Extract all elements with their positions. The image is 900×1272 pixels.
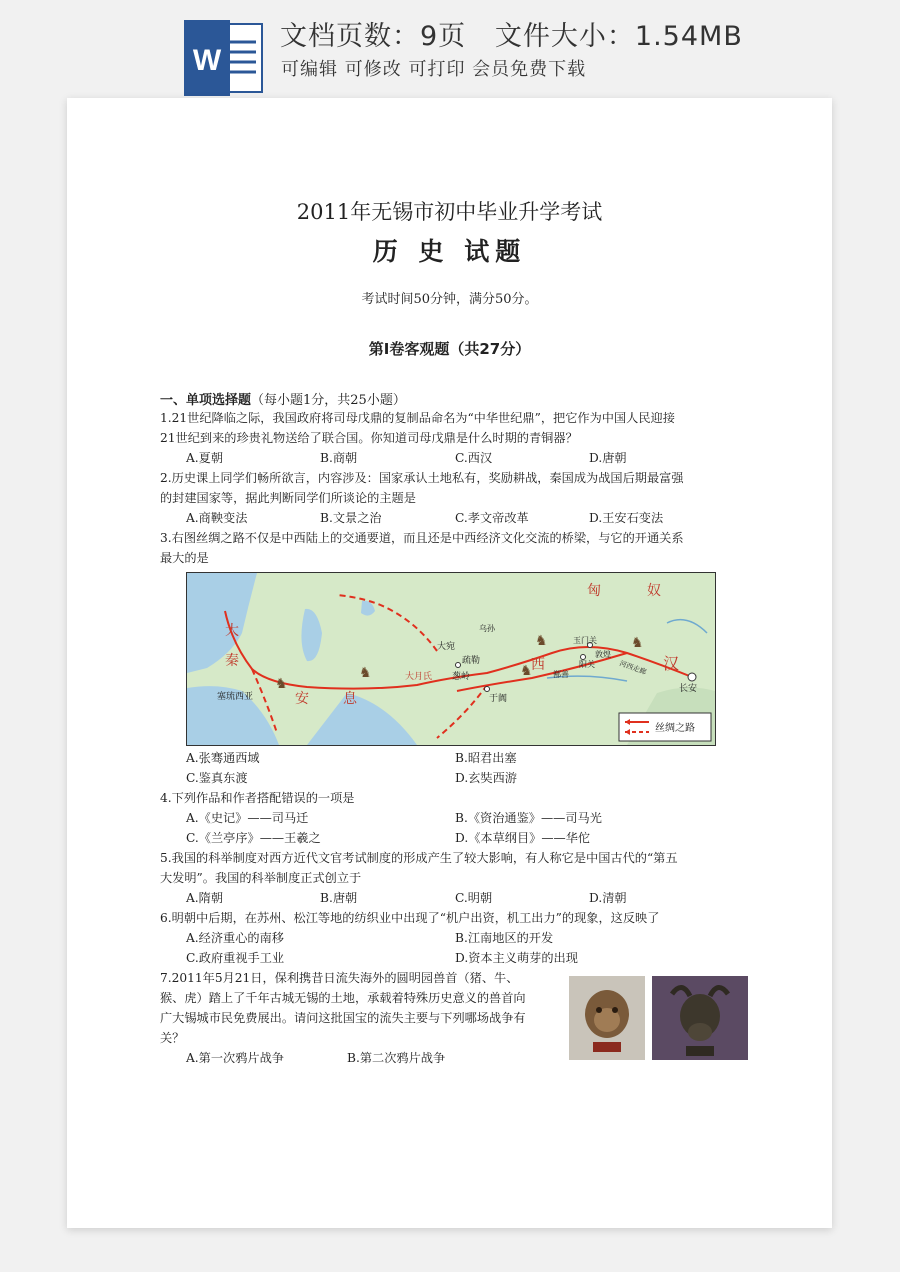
map-label-anxi: 安 (295, 691, 309, 707)
silk-road-northern-route (337, 595, 437, 651)
q1-option-a: A.夏朝 (186, 451, 224, 465)
q6-stem-line1: 6.明朝中后期，在苏州、松江等地的纺织业中出现了“机户出资，机工出力”的现象，这反映了 (160, 911, 660, 925)
q7-stem-line4: 关？ (160, 1031, 185, 1045)
q4-option-a: A.《史记》——司马迁 (186, 811, 309, 825)
map-label-changan: 长安 (679, 684, 698, 694)
q5-option-b: B.唐朝 (320, 891, 358, 905)
map-label-dunhuang: 敦煌 (595, 650, 611, 659)
camel-icon: ♞ (535, 633, 548, 649)
silk-road-sea-route (437, 685, 487, 738)
map-legend (619, 713, 711, 741)
q5-option-c: C.明朝 (455, 891, 493, 905)
q5-stem-line2: 大发明”。我国的科举制度正式创立于 (160, 871, 362, 885)
q1-option-b: B.商朝 (320, 451, 358, 465)
map-label-congling: 葱岭 (452, 672, 471, 682)
q4-option-c: C.《兰亭序》——王羲之 (186, 831, 321, 845)
map-legend-label: 丝绸之路 (655, 723, 695, 734)
map-label-yangguan: 阳关 (579, 660, 595, 669)
document-info-banner (0, 0, 900, 100)
camel-icon: ♞ (275, 676, 288, 692)
document-page (67, 98, 832, 1228)
silk-road-map-graphic (187, 573, 715, 745)
q4-option-b: B.《资治通鉴》——司马光 (455, 811, 602, 825)
q2-option-a: A.商鞅变法 (186, 511, 248, 525)
yutian-marker (485, 687, 490, 692)
q4-stem-line1: 4.下列作品和作者搭配错误的一项是 (160, 791, 355, 805)
word-document-icon (184, 20, 265, 96)
svg-text:W: W (192, 44, 222, 77)
q2-option-c: C.孝文帝改革 (455, 511, 529, 525)
exam-title: 2011年无锡市初中毕业升学考试 (296, 200, 603, 224)
ox-head-bronze-photo (652, 976, 748, 1060)
exam-note: 考试时间50分钟，满分50分。 (361, 292, 538, 307)
q6-option-a: A.经济重心的南移 (186, 931, 284, 945)
q7-option-a: A.第一次鸦片战争 (186, 1051, 284, 1065)
map-label-xiongnu: 奴 (647, 583, 661, 599)
q7-stem-line3: 广大锡城市民免费展出。请问这批国宝的流失主要与下列哪场战争有 (160, 1011, 526, 1025)
q3-option-c: C.鉴真东渡 (186, 771, 248, 785)
q1-option-d: D.唐朝 (589, 451, 627, 465)
map-label-dayuan: 大宛 (437, 642, 456, 652)
monkey-head-bronze-photo (569, 976, 645, 1060)
camel-icon: ♞ (359, 665, 372, 681)
caspian-sea (301, 609, 322, 661)
part-heading (160, 389, 406, 408)
camel-icon: ♞ (520, 663, 533, 679)
mediterranean-sea (187, 573, 257, 673)
exam-subject: 历 史 试题 (372, 237, 527, 266)
q3-option-d: D.玄奘西游 (455, 771, 517, 785)
map-label-yumenguan: 玉门关 (573, 636, 597, 645)
map-label-daqin: 秦 (225, 653, 239, 669)
map-label-tiaozhi: 塞琉西亚 (217, 692, 254, 702)
map-label-xiongnu: 匈 (587, 583, 601, 599)
q3-option-b: B.昭君出塞 (455, 751, 517, 765)
camel-icon: ♞ (631, 635, 644, 651)
changan-marker (688, 673, 696, 681)
q1-stem-line1: 1.21世纪降临之际，我国政府将司母戊鼎的复制品命名为“中华世纪鼎”，把它作为中国人民迎接 (160, 411, 675, 425)
q5-option-d: D.清朝 (589, 891, 627, 905)
q3-stem-line2: 最大的是 (160, 551, 209, 565)
q2-stem-line1: 2.历史课上同学们畅所欲言，内容涉及：国家承认土地私有，奖励耕战，秦国成为战国后期最富强 (160, 471, 684, 485)
map-label-wusun: 乌孙 (479, 624, 495, 633)
q1-stem-line2: 21世纪到来的珍贵礼物送给了联合国。你知道司母戊鼎是什么时期的青铜器？ (160, 431, 578, 445)
map-label-xiyu: 西 (531, 657, 545, 673)
q1-option-c: C.西汉 (455, 451, 493, 465)
q3-stem-line1: 3.右图丝绸之路不仅是中西陆上的交通要道，而且还是中西经济文化交流的桥梁，与它的开通关系 (160, 531, 684, 545)
shule-marker (456, 663, 461, 668)
map-label-shanshan: 鄯善 (553, 670, 569, 679)
q6-option-b: B.江南地区的开发 (455, 931, 554, 945)
yellow-river (667, 620, 707, 633)
q7-stem-line1: 7.2011年5月21日，保利携昔日流失海外的圆明园兽首（猪、牛、 (160, 971, 519, 985)
persian-gulf (307, 693, 417, 745)
map-label-hexi: 河西走廊 (618, 659, 648, 677)
q5-stem-line1: 5.我国的科举制度对西方近代文官考试制度的形成产生了较大影响，有人称它是中国古代的“第五 (160, 851, 678, 865)
section-heading: 第Ⅰ卷客观题（共27分） (368, 340, 531, 358)
q2-option-d: D.王安石变法 (589, 511, 664, 525)
q2-stem-line2: 的封建国家等，据此判断同学们所谈论的主题是 (160, 491, 416, 505)
q6-option-d: D.资本主义萌芽的出现 (455, 951, 578, 965)
map-label-daqin: 大 (225, 623, 239, 639)
q2-option-b: B.文景之治 (320, 511, 382, 525)
q6-option-c: C.政府重视手工业 (186, 951, 285, 965)
map-label-dayuezhi: 大月氏 (405, 672, 433, 682)
banner-title: 文档页数：9页 文件大小：1.54MB (280, 21, 743, 52)
part-heading-label: 一、单项选择题 (160, 393, 252, 408)
silk-road-map (186, 572, 716, 746)
q5-option-a: A.隋朝 (186, 891, 224, 905)
yangguan-marker (581, 655, 586, 660)
q3-option-a: A.张骞通西域 (186, 751, 260, 765)
map-label-anxi: 息 (343, 691, 357, 707)
map-label-yutian: 于阗 (489, 694, 508, 704)
q7-stem-line2: 猴、虎）踏上了千年古城无锡的土地，承载着特殊历史意义的兽首向 (160, 991, 526, 1005)
banner-subtitle: 可编辑 可修改 可打印 会员免费下载 (281, 59, 587, 80)
part-heading-note: （每小题1分，共25小题） (251, 393, 406, 408)
q7-option-b: B.第二次鸦片战争 (347, 1051, 446, 1065)
map-label-shule: 疏勒 (462, 656, 481, 666)
q4-option-d: D.《本草纲目》——华佗 (455, 831, 591, 845)
map-label-han: 汉 (663, 654, 680, 673)
